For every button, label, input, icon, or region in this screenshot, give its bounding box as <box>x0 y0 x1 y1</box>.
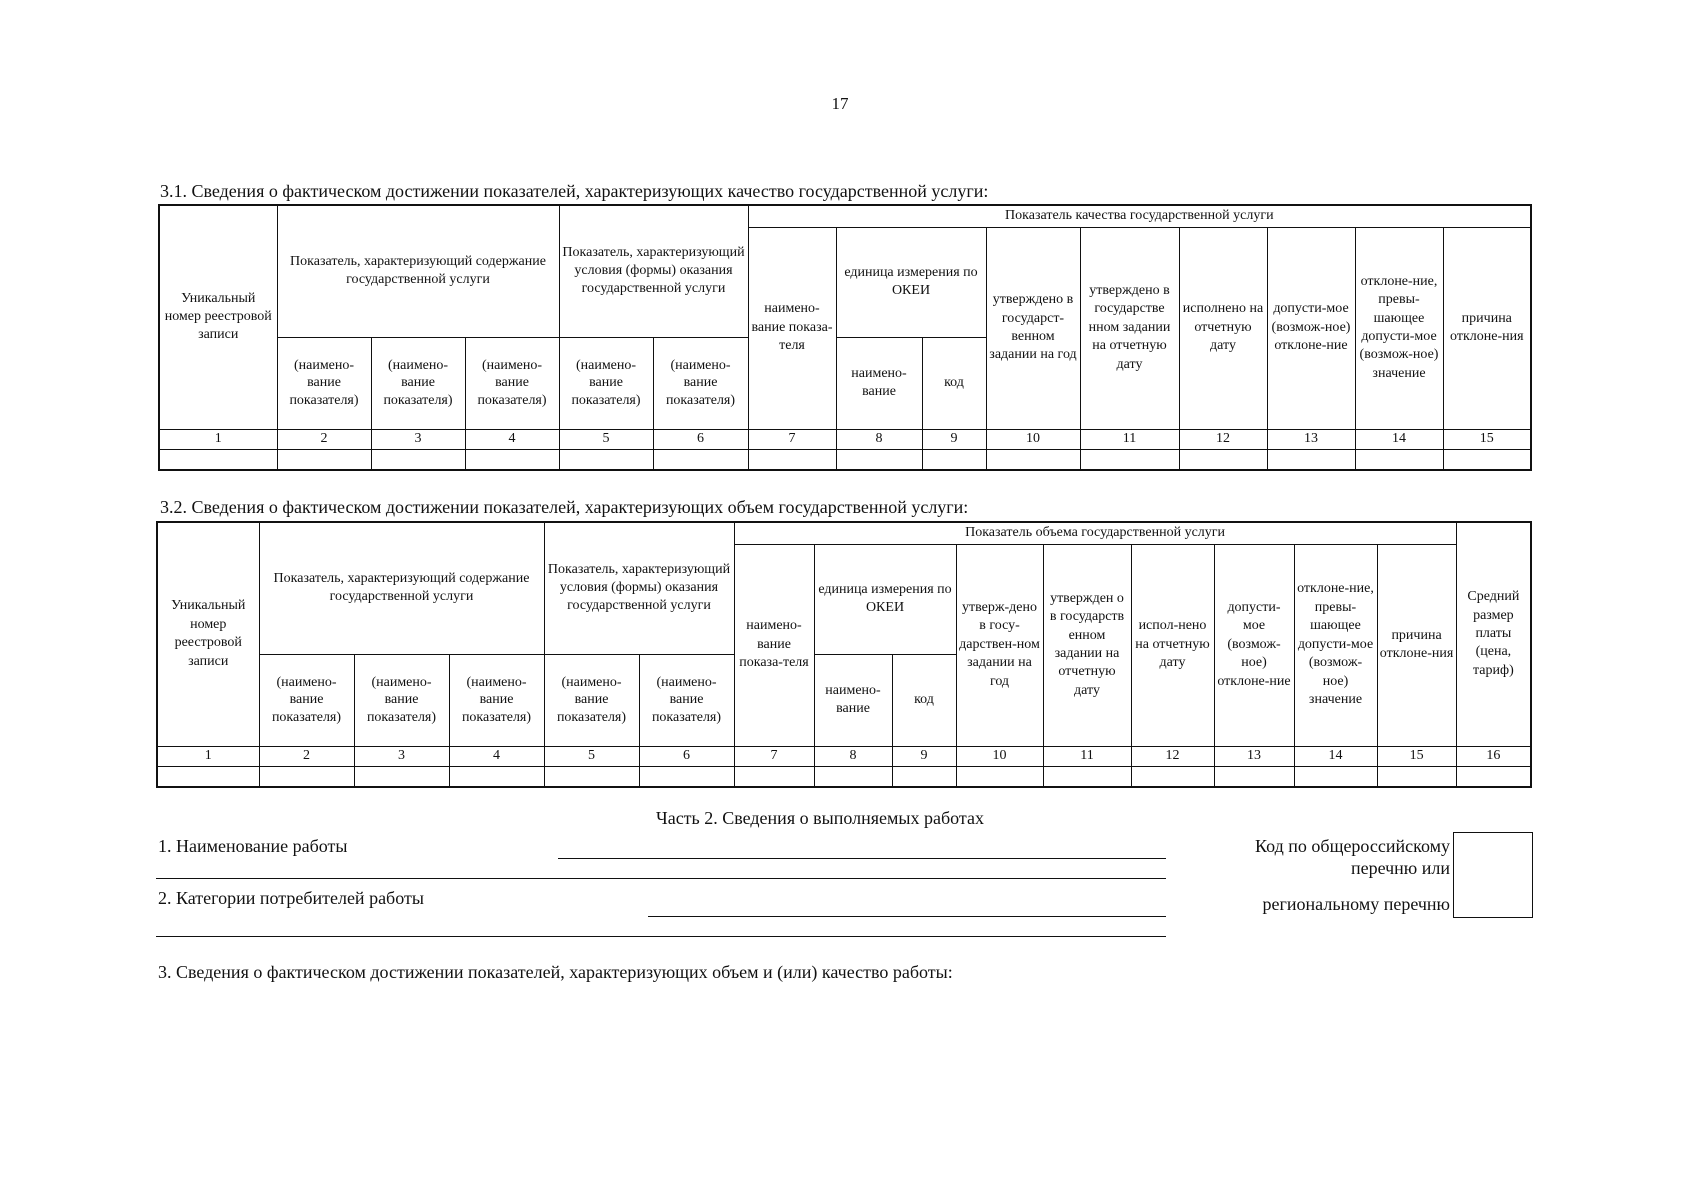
column-number: 8 <box>814 746 892 766</box>
column-number: 7 <box>734 746 814 766</box>
column-number: 16 <box>1456 746 1531 766</box>
data-cell[interactable] <box>465 449 559 470</box>
exceeding-deviation-header: отклоне-ние, превы-шающее допусти-мое (возмож-ное) значение <box>1294 544 1377 746</box>
column-number: 13 <box>1267 429 1355 449</box>
data-cell[interactable] <box>892 766 956 787</box>
data-cell[interactable] <box>1080 449 1179 470</box>
name-cell: (наимено-вание показателя) <box>544 654 639 746</box>
data-cell[interactable] <box>277 449 371 470</box>
name-cell: (наимено-вание показателя) <box>465 337 559 429</box>
data-cell[interactable] <box>371 449 465 470</box>
column-number: 13 <box>1214 746 1294 766</box>
column-number: 1 <box>157 746 259 766</box>
data-cell[interactable] <box>157 766 259 787</box>
column-number: 4 <box>465 429 559 449</box>
work-name-field-line2[interactable] <box>156 878 1166 879</box>
content-indicator-header: Показатель, характеризующий содержание государственной услуги <box>277 205 559 337</box>
indicator-name-header: наимено-вание показа-теля <box>734 544 814 746</box>
unit-code-header: код <box>922 337 986 429</box>
code-label-line3: региональному перечню <box>1262 894 1450 914</box>
volume-indicator-header: Показатель объема государственной услуги <box>734 522 1456 544</box>
conditions-indicator-header: Показатель, характеризующий условия (формы) оказания государственной услуги <box>559 205 748 337</box>
quality-table <box>158 204 1532 471</box>
column-number: 3 <box>354 746 449 766</box>
column-number: 9 <box>892 746 956 766</box>
indicator-name-header: наимено-вание показа-теля <box>748 227 836 429</box>
unit-code-header: код <box>892 654 956 746</box>
column-number: 12 <box>1131 746 1214 766</box>
allowed-deviation-header: допусти-мое (возмож-ное) отклоне-ние <box>1267 227 1355 429</box>
column-number: 12 <box>1179 429 1267 449</box>
data-cell[interactable] <box>653 449 748 470</box>
data-cell[interactable] <box>1294 766 1377 787</box>
data-cell[interactable] <box>1267 449 1355 470</box>
approved-year-header: утверждено в государст-венном задании на год <box>986 227 1080 429</box>
executed-header: исполнено на отчетную дату <box>1179 227 1267 429</box>
work-name-field[interactable] <box>558 858 1166 859</box>
content-indicator-header: Показатель, характеризующий содержание государственной услуги <box>259 522 544 654</box>
data-cell[interactable] <box>922 449 986 470</box>
work-name-label: 1. Наименование работы <box>158 836 348 856</box>
name-cell: (наимено-вание показателя) <box>259 654 354 746</box>
column-number: 15 <box>1377 746 1456 766</box>
name-cell: (наимено-вание показателя) <box>354 654 449 746</box>
unique-number-header: Уникальный номер реестровой записи <box>157 522 259 746</box>
name-cell: (наимено-вание показателя) <box>449 654 544 746</box>
unique-number-header: Уникальный номер реестровой записи <box>159 205 277 429</box>
data-cell[interactable] <box>956 766 1043 787</box>
average-fee-header: Средний размер платы (цена, тариф) <box>1456 522 1531 746</box>
data-cell[interactable] <box>814 766 892 787</box>
data-cell[interactable] <box>449 766 544 787</box>
column-number: 1 <box>159 429 277 449</box>
name-cell: (наимено-вание показателя) <box>639 654 734 746</box>
approved-date-header: утверждено в государстве нном задании на отчетную дату <box>1080 227 1179 429</box>
column-number: 11 <box>1043 746 1131 766</box>
column-number: 15 <box>1443 429 1531 449</box>
data-cell[interactable] <box>986 449 1080 470</box>
data-cell[interactable] <box>734 766 814 787</box>
data-cell[interactable] <box>1214 766 1294 787</box>
data-cell[interactable] <box>1456 766 1531 787</box>
column-number: 7 <box>748 429 836 449</box>
column-number: 2 <box>259 746 354 766</box>
column-number: 10 <box>986 429 1080 449</box>
page-number: 17 <box>831 94 849 113</box>
column-number: 2 <box>277 429 371 449</box>
column-number: 4 <box>449 746 544 766</box>
name-cell: (наимено-вание показателя) <box>277 337 371 429</box>
data-cell[interactable] <box>1377 766 1456 787</box>
consumers-label: 2. Категории потребителей работы <box>158 888 424 908</box>
code-label-line2: перечню или <box>1350 858 1450 878</box>
column-number: 6 <box>653 429 748 449</box>
column-number: 9 <box>922 429 986 449</box>
column-number: 3 <box>371 429 465 449</box>
section-32-title: 3.2. Сведения о фактическом достижении показателей, характеризующих объем государственной услуги: <box>160 497 969 517</box>
data-cell[interactable] <box>1443 449 1531 470</box>
data-cell[interactable] <box>1355 449 1443 470</box>
part2-title: Часть 2. Сведения о выполняемых работах <box>656 808 984 828</box>
column-number: 10 <box>956 746 1043 766</box>
column-number: 5 <box>559 429 653 449</box>
data-cell[interactable] <box>559 449 653 470</box>
code-label-line1: Код по общероссийскому <box>1255 836 1450 856</box>
allowed-deviation-header: допусти-мое (возмож-ное) отклоне-ние <box>1214 544 1294 746</box>
volume-table <box>156 521 1532 788</box>
data-cell[interactable] <box>1131 766 1214 787</box>
unit-okei-header: единица измерения по ОКЕИ <box>836 227 986 337</box>
column-number: 11 <box>1080 429 1179 449</box>
section3-title: 3. Сведения о фактическом достижении показателей, характеризующих объем и (или) качество работы: <box>158 962 953 982</box>
section-31-title: 3.1. Сведения о фактическом достижении показателей, характеризующих качество государственной услуги: <box>160 181 989 201</box>
conditions-indicator-header: Показатель, характеризующий условия (формы) оказания государственной услуги <box>544 522 734 654</box>
executed-header: испол-нено на отчетную дату <box>1131 544 1214 746</box>
approved-year-header: утверж-дено в госу-дарствен-ном задании на год <box>956 544 1043 746</box>
data-cell[interactable] <box>544 766 639 787</box>
data-cell[interactable] <box>1179 449 1267 470</box>
name-cell: (наимено-вание показателя) <box>559 337 653 429</box>
column-number: 6 <box>639 746 734 766</box>
consumers-field[interactable] <box>648 916 1166 917</box>
column-number: 5 <box>544 746 639 766</box>
consumers-field-line2[interactable] <box>156 936 1166 937</box>
deviation-reason-header: причина отклоне-ния <box>1377 544 1456 746</box>
unit-name-header: наимено-вание <box>814 654 892 746</box>
code-box[interactable] <box>1453 832 1533 918</box>
approved-date-header: утвержден о в государств енном задании на отчетную дату <box>1043 544 1131 746</box>
data-cell[interactable] <box>259 766 354 787</box>
data-cell[interactable] <box>1043 766 1131 787</box>
deviation-reason-header: причина отклоне-ния <box>1443 227 1531 429</box>
data-cell[interactable] <box>639 766 734 787</box>
exceeding-deviation-header: отклоне-ние, превы-шающее допусти-мое (возмож-ное) значение <box>1355 227 1443 429</box>
data-cell[interactable] <box>748 449 836 470</box>
column-number: 14 <box>1294 746 1377 766</box>
unit-name-header: наимено-вание <box>836 337 922 429</box>
unit-okei-header: единица измерения по ОКЕИ <box>814 544 956 654</box>
data-cell[interactable] <box>159 449 277 470</box>
data-cell[interactable] <box>354 766 449 787</box>
quality-indicator-header: Показатель качества государственной услуги <box>748 205 1531 227</box>
name-cell: (наимено-вание показателя) <box>653 337 748 429</box>
name-cell: (наимено-вание показателя) <box>371 337 465 429</box>
data-cell[interactable] <box>836 449 922 470</box>
column-number: 14 <box>1355 429 1443 449</box>
column-number: 8 <box>836 429 922 449</box>
